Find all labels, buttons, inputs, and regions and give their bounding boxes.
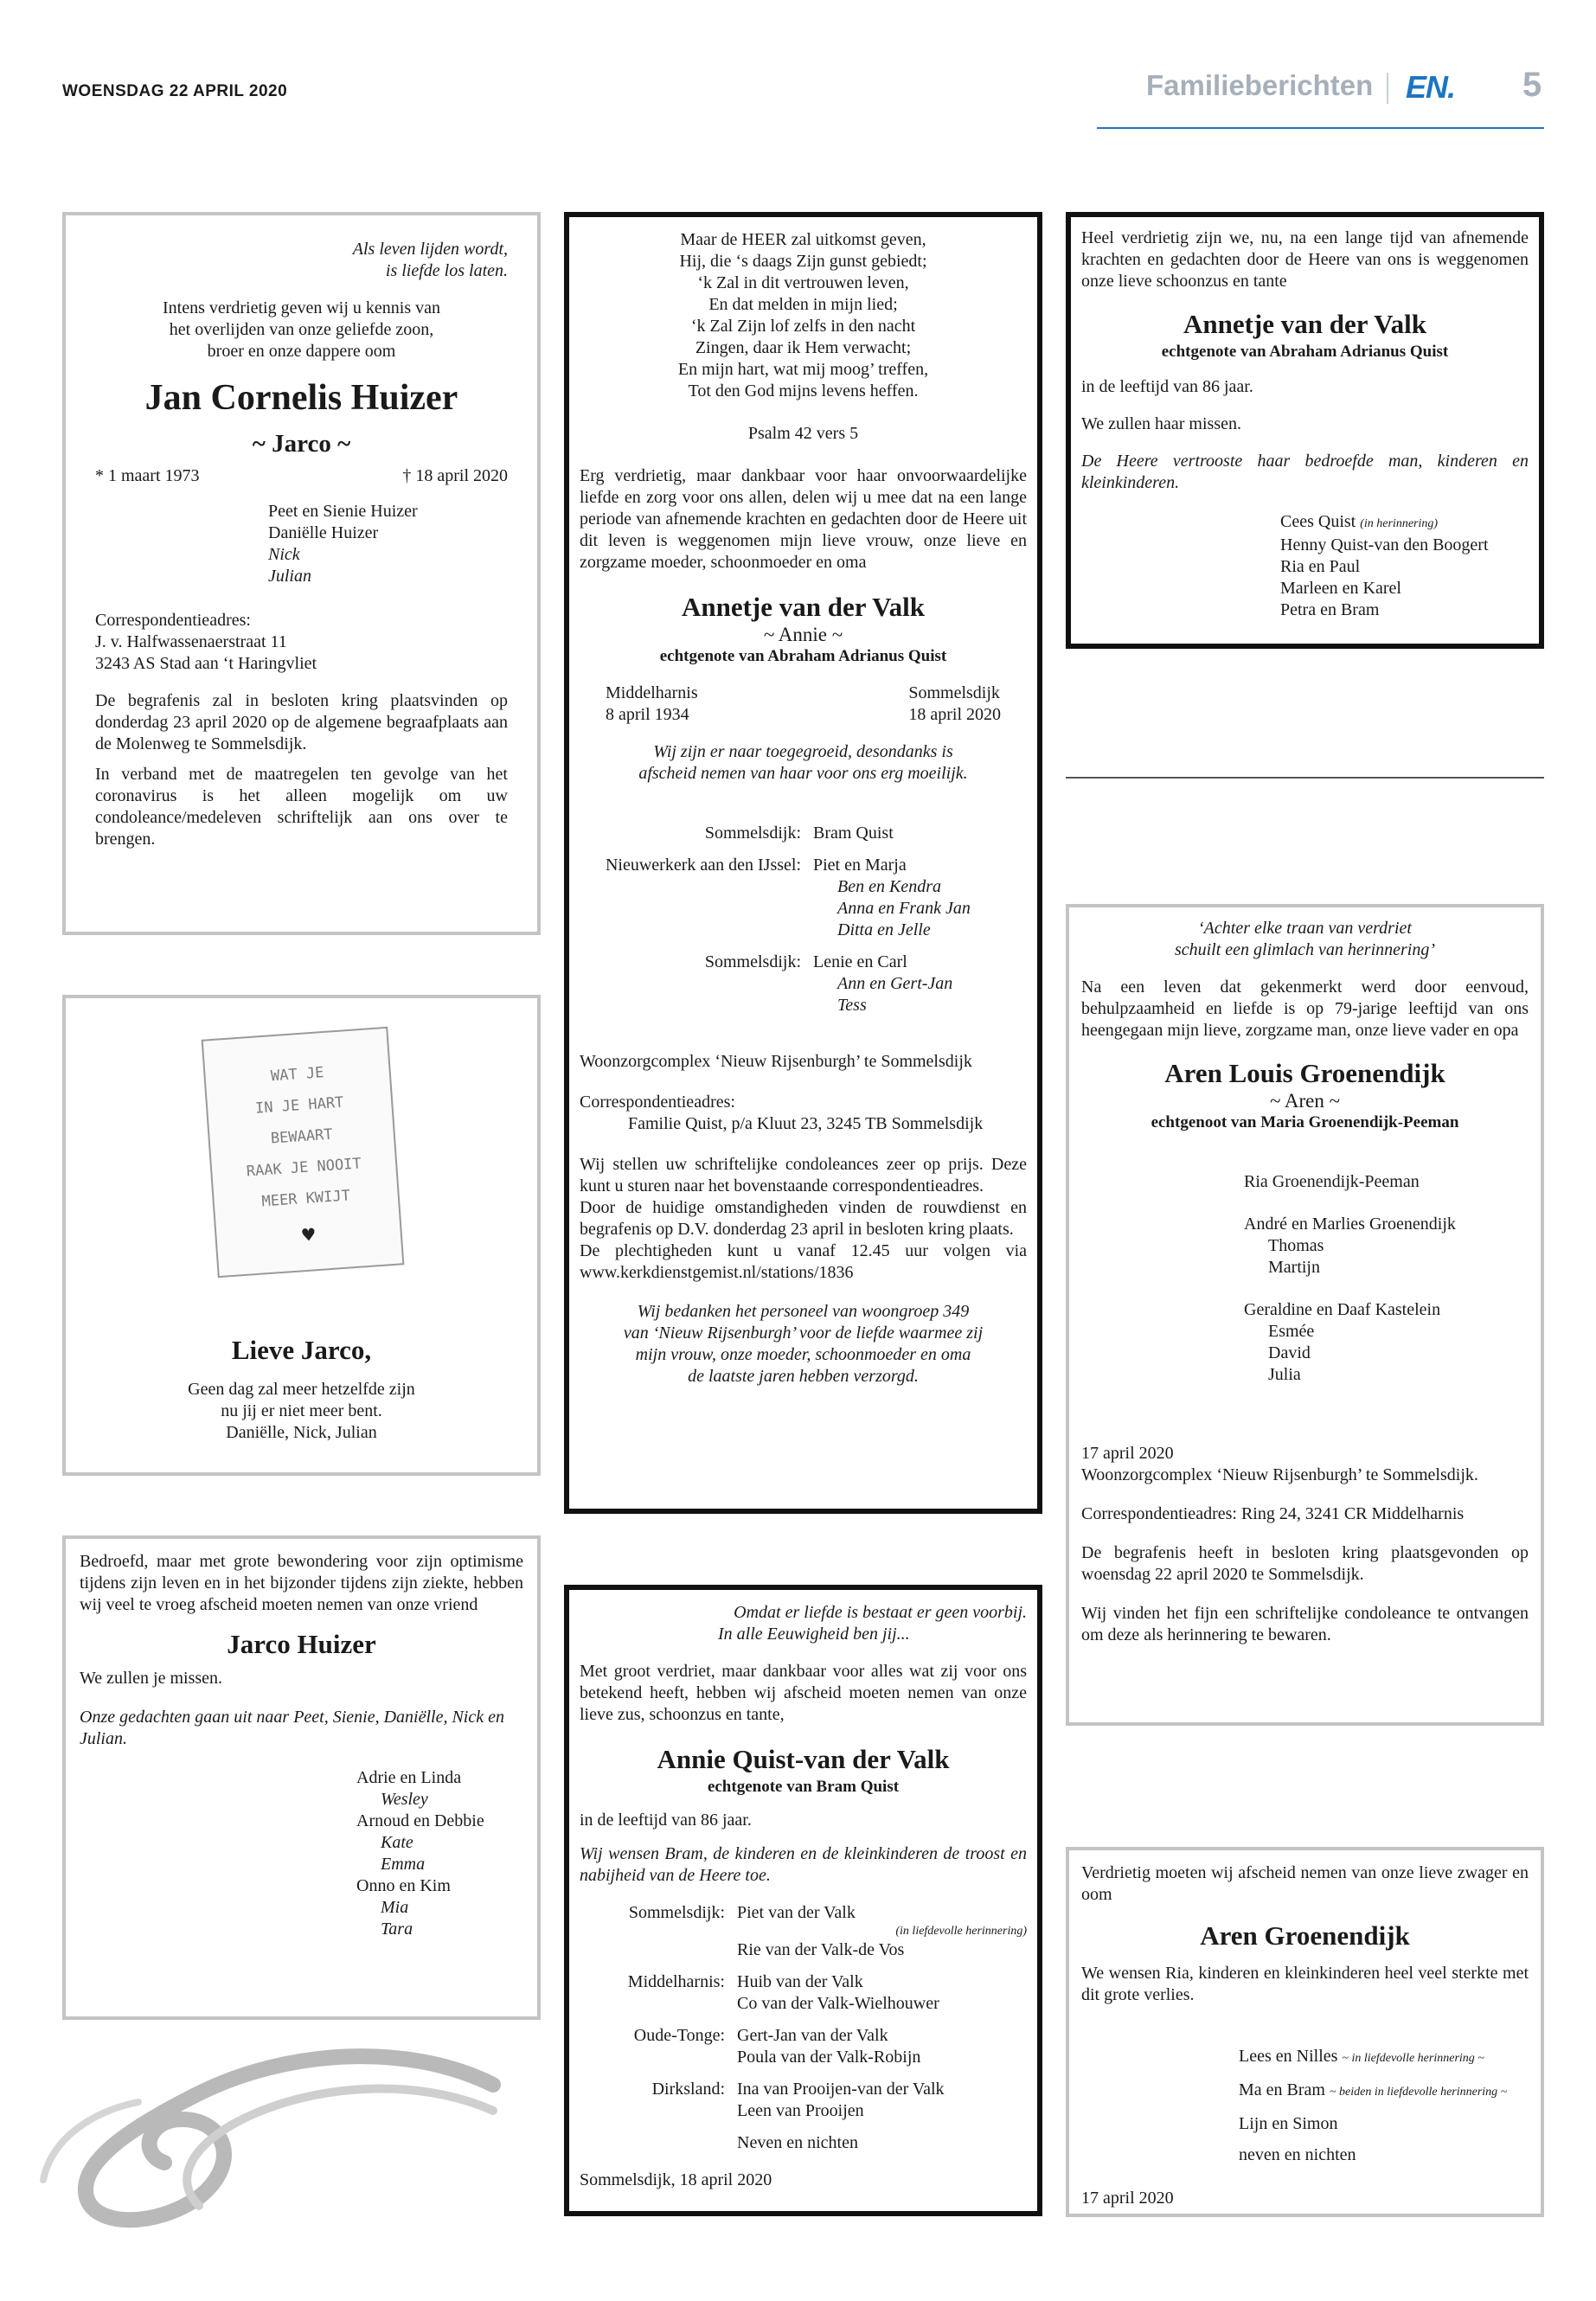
- spouse-line: echtgenote van Abraham Adrianus Quist: [659, 647, 947, 665]
- grandchild: Ann en Gert-Jan: [837, 974, 953, 993]
- family-line: Ria Groenendijk-Peeman: [1244, 1172, 1420, 1191]
- relative-name: Co van der Valk-Wielhouwer: [737, 1994, 939, 2013]
- signer-child: Kate: [381, 1833, 413, 1852]
- notice-lieve-jarco: [62, 995, 541, 1476]
- psalm-line: ‘k Zal Zijn lof zelfs in den nacht: [690, 317, 916, 336]
- signer: Cees Quist: [1280, 512, 1356, 531]
- relative-place: Nieuwerkerk aan den IJssel:: [605, 856, 801, 875]
- wish-line: We wensen Ria, kinderen en kleinkinderen heel veel sterkte met dit grote verlies.: [1081, 1964, 1529, 2004]
- memorial-note: ~ in liefdevolle herinnering ~: [1342, 2052, 1484, 2065]
- comfort-line: De Heere vertrooste haar bedroefde man, kinderen en kleinkinderen.: [1081, 452, 1529, 492]
- intro-text: Na een leven dat gekenmerkt werd door eenvoud, behulpzaamheid en liefde is op 79-jarige leeftijd van ons heengegaan mijn lieve, zorgzame man, onze lieve vader en opa: [1081, 977, 1529, 1040]
- birth-place: Middelharnis: [606, 683, 698, 702]
- signer: Lees en Nilles: [1239, 2047, 1338, 2066]
- family-line: Nick: [268, 545, 300, 564]
- family-line: Julian: [268, 567, 311, 586]
- relative-name: Piet van der Valk: [737, 1903, 856, 1922]
- motto-line: ‘Achter elke traan van verdriet: [1198, 919, 1412, 938]
- spouse-line: echtgenoot van Maria Groenendijk-Peeman: [1151, 1113, 1459, 1131]
- decorative-swirl-ornament: [26, 2033, 510, 2232]
- dateline: 17 april 2020: [1081, 2189, 1174, 2208]
- miss-line: We zullen haar missen.: [1081, 414, 1241, 433]
- thanks-line: mijn vrouw, onze moeder, schoonmoeder en oma: [635, 1345, 971, 1364]
- deceased-nickname: ~ Annie ~: [763, 624, 843, 645]
- deceased-name: Annie Quist-van der Valk: [657, 1744, 950, 1774]
- intro-line: broer en onze dappere oom: [207, 342, 396, 361]
- thanks-line: de laatste jaren hebben verzorgd.: [688, 1367, 919, 1386]
- notice-annetje-van-der-valk-in-laws: [1066, 212, 1544, 649]
- card-line: IN JE HART: [254, 1093, 344, 1118]
- death-date: † 18 april 2020: [402, 466, 508, 485]
- grandchild: Ditta en Jelle: [837, 920, 931, 939]
- signer: Marleen en Karel: [1280, 579, 1401, 598]
- thoughts-line: Onze gedachten gaan uit naar Peet, Sienie, Daniëlle, Nick en Julian.: [80, 1708, 504, 1748]
- column-divider: [1066, 777, 1544, 779]
- heart-icon: ♥: [301, 1222, 316, 1248]
- info-line: Wij stellen uw schriftelijke condoleances zeer op prijs. Deze kunt u sturen naar het bovenstaande correspondentieadres.: [580, 1155, 1027, 1195]
- family-line: Peet en Sienie Huizer: [268, 502, 418, 521]
- quote-line: afscheid nemen van haar voor ons erg moeilijk.: [638, 764, 968, 783]
- motto-line: Als leven lijden wordt,: [352, 240, 508, 259]
- greeting-line: nu jij er niet meer bent.: [221, 1401, 382, 1420]
- psalm-line: Maar de HEER zal uitkomst geven,: [680, 230, 926, 249]
- intro-line: het overlijden van onze geliefde zoon,: [169, 320, 434, 339]
- birth-date: 8 april 1934: [606, 705, 689, 724]
- grandchild: Ben en Kendra: [837, 877, 941, 896]
- notice-annetje-van-der-valk-family: [564, 212, 1042, 1514]
- psalm-line: Hij, die ‘s daags Zijn gunst gebiedt;: [679, 252, 927, 271]
- relative-place: Dirksland:: [651, 2080, 725, 2099]
- deceased-name: Aren Groenendijk: [1200, 1920, 1410, 1951]
- relative-place: Middelharnis:: [627, 1972, 725, 1991]
- header-rule: [1097, 127, 1544, 129]
- signer: Ria en Paul: [1280, 557, 1361, 576]
- miss-line: We zullen je missen.: [80, 1669, 223, 1688]
- signer: Adrie en Linda: [356, 1768, 462, 1787]
- relative-place: Sommelsdijk:: [628, 1903, 725, 1922]
- card-line: WAT JE: [270, 1064, 325, 1086]
- deceased-name: Annetje van der Valk: [1183, 309, 1427, 339]
- psalm-line: En mijn hart, wat mij moog’ treffen,: [677, 360, 929, 379]
- psalm-line: ‘k Zal in dit vertrouwen leven,: [697, 273, 909, 292]
- psalm-line: Tot den God mijns levens heffen.: [688, 381, 919, 401]
- family-line: André en Marlies Groenendijk: [1244, 1215, 1456, 1234]
- header-separator: [1387, 73, 1388, 104]
- deceased-nickname: ~ Jarco ~: [252, 430, 351, 458]
- spouse-line: echtgenote van Abraham Adrianus Quist: [1161, 343, 1449, 361]
- death-place: Sommelsdijk: [908, 683, 1000, 702]
- intro-text: Erg verdrietig, maar dankbaar voor haar onvoorwaardelijke liefde en zorg voor ons allen, delen wij u mee dat na een lange periode van afnemende krachten en gedachten door de Heere uit dit leven is weggenomen mijn lieve vrouw, onze lieve en zorgzame moeder, schoonmoeder en oma: [580, 466, 1027, 572]
- greeting-line: Daniëlle, Nick, Julian: [226, 1423, 377, 1442]
- address-line: Correspondentieadres:: [95, 611, 251, 630]
- grandchild: Esmée: [1268, 1322, 1315, 1341]
- memorial-card: [202, 1027, 405, 1278]
- signer: Lijn en Simon: [1239, 2114, 1338, 2133]
- memorial-note: (in liefdevolle herinnering): [895, 1925, 1027, 1938]
- funeral-info: De begrafenis heeft in besloten kring plaatsgevonden op woensdag 22 april 2020 te Sommelsdijk.: [1081, 1543, 1529, 1584]
- signer: Ma en Bram: [1239, 2080, 1325, 2099]
- thanks-line: Wij bedanken het personeel van woongroep 349: [637, 1302, 970, 1321]
- age-line: in de leeftijd van 86 jaar.: [580, 1811, 752, 1830]
- birth-date: * 1 maart 1973: [95, 466, 200, 485]
- info-line: De plechtigheden kunt u vanaf 12.45 uur volgen via www.kerkdienstgemist.nl/stations/1836: [580, 1241, 1027, 1282]
- relative-name: Poula van der Valk-Robijn: [737, 2048, 921, 2067]
- address-line: J. v. Halfwassenaerstraat 11: [95, 632, 287, 651]
- intro-text: Met groot verdriet, maar dankbaar voor alles wat zij voor ons betekend heeft, hebben wij afscheid moeten nemen van onze lieve zus, schoonzus en tante,: [580, 1662, 1027, 1724]
- grandchild: Julia: [1268, 1365, 1301, 1384]
- deceased-nickname: ~ Aren ~: [1269, 1090, 1341, 1112]
- memorial-note: (in herinnering): [1360, 517, 1439, 530]
- death-date: 17 april 2020: [1081, 1444, 1174, 1463]
- signer-child: Wesley: [381, 1790, 428, 1809]
- motto-line: In alle Eeuwigheid ben jij...: [718, 1625, 910, 1644]
- intro-text: Heel verdrietig zijn we, nu, na een lange tijd van afnemende krachten en gedachten door de Heere van ons is weggenomen onze lieve schoonzus en tante: [1081, 228, 1529, 291]
- motto-line: Omdat er liefde is bestaat er geen voorbij.: [734, 1603, 1027, 1622]
- grandchild: Tess: [837, 996, 867, 1015]
- relative-name: Piet en Marja: [813, 856, 907, 875]
- card-line: RAAK JE NOOIT: [246, 1155, 362, 1181]
- grandchild: Anna en Frank Jan: [837, 899, 971, 918]
- quote-line: Wij zijn er naar toegegroeid, desondanks is: [653, 742, 953, 761]
- psalm-line: Zingen, daar ik Hem verwacht;: [695, 338, 912, 357]
- funeral-info: De begrafenis zal in besloten kring plaatsvinden op donderdag 23 april 2020 op de algemene begraafplaats aan de Molenweg te Sommelsdijk.: [95, 691, 508, 753]
- signer: Onno en Kim: [356, 1876, 451, 1895]
- section-title: Familieberichten: [1146, 69, 1374, 101]
- notice-jarco-huizer: [62, 1535, 541, 2020]
- info-line: Door de huidige omstandigheden vinden de rouwdienst en begrafenis op D.V. donderdag 23 april in besloten kring plaats.: [580, 1198, 1027, 1239]
- memorial-note: ~ beiden in liefdevolle herinnering ~: [1329, 2086, 1508, 2099]
- address-line: Correspondentieadres: Ring 24, 3241 CR Middelharnis: [1081, 1504, 1465, 1523]
- greeting-line: Geen dag zal meer hetzelfde zijn: [188, 1380, 415, 1399]
- wish-line: Wij wensen Bram, de kinderen en de kleinkinderen de troost en nabijheid van de Heere toe.: [580, 1844, 1027, 1885]
- signer: Arnoud en Debbie: [356, 1811, 484, 1830]
- relative-name: Neven en nichten: [737, 2133, 858, 2152]
- condolence-info: Wij vinden het fijn een schriftelijke condoleance te ontvangen om deze als herinnering te bewaren.: [1081, 1604, 1529, 1644]
- thanks-line: van ‘Nieuw Rijsenburgh’ voor de liefde waarmee zij: [623, 1324, 984, 1343]
- relative-name: Huib van der Valk: [737, 1972, 863, 1991]
- motto-line: schuilt een glimlach van herinnering’: [1174, 940, 1436, 959]
- grandchild: David: [1268, 1343, 1311, 1362]
- card-line: BEWAART: [270, 1125, 334, 1148]
- intro-text: Verdrietig moeten wij afscheid nemen van onze lieve zwager en oom: [1081, 1863, 1529, 1904]
- relative-name: Bram Quist: [813, 824, 894, 843]
- signer: Henny Quist-van den Boogert: [1280, 535, 1489, 554]
- header-date: WOENSDAG 22 APRIL 2020: [62, 82, 288, 100]
- notice-aren-groenendijk: [1066, 1847, 1544, 2217]
- page-number: 5: [1522, 66, 1542, 104]
- psalm-reference: Psalm 42 vers 5: [747, 424, 859, 443]
- signer: neven en nichten: [1239, 2145, 1356, 2164]
- relative-place: Oude-Tonge:: [633, 2026, 725, 2045]
- motto-line: is liefde los laten.: [385, 261, 508, 280]
- signer-child: Emma: [381, 1855, 426, 1874]
- card-line: MEER KWIJT: [261, 1187, 351, 1211]
- notice-aren-louis-groenendijk: [1066, 904, 1544, 1726]
- intro-text: Bedroefd, maar met grote bewondering voor zijn optimisme tijdens zijn leven en in het bijzonder tijdens zijn ziekte, hebben wij veel te vroeg afscheid moeten nemen van onze vriend: [80, 1552, 523, 1614]
- location-line: Woonzorgcomplex ‘Nieuw Rijsenburgh’ te Sommelsdijk: [580, 1052, 972, 1071]
- family-line: Geraldine en Daaf Kastelein: [1244, 1300, 1441, 1319]
- relative-name: Lenie en Carl: [813, 952, 907, 971]
- en-logo: EN.: [1406, 69, 1456, 105]
- address-line: Familie Quist, p/a Kluut 23, 3245 TB Sommelsdijk: [628, 1114, 984, 1133]
- age-line: in de leeftijd van 86 jaar.: [1081, 377, 1253, 396]
- psalm-line: En dat melden in mijn lied;: [708, 295, 898, 314]
- signer: Petra en Bram: [1280, 600, 1380, 619]
- grandchild: Martijn: [1268, 1258, 1320, 1277]
- family-line: Daniëlle Huizer: [268, 523, 379, 542]
- dateline: Sommelsdijk, 18 april 2020: [580, 2170, 772, 2189]
- corona-info: In verband met de maatregelen ten gevolge van het coronavirus is het alleen mogelijk om uw condoleance/medeleven schriftelijk aan ons over te brengen.: [95, 765, 508, 849]
- deceased-name: Annetje van der Valk: [681, 592, 926, 622]
- notice-annie-quist-van-der-valk: [564, 1585, 1042, 2216]
- relative-name: Leen van Prooijen: [737, 2101, 864, 2120]
- signer-child: Mia: [381, 1898, 409, 1917]
- address-line: 3243 AS Stad aan ‘t Haringvliet: [95, 654, 317, 673]
- intro-line: Intens verdrietig geven wij u kennis van: [162, 298, 441, 317]
- relative-name: Gert-Jan van der Valk: [737, 2026, 888, 2045]
- address-label: Correspondentieadres:: [580, 1093, 735, 1112]
- notice-jan-cornelis-huizer: [62, 212, 541, 935]
- greeting-title: Lieve Jarco,: [231, 1335, 372, 1365]
- grandchild: Thomas: [1268, 1236, 1324, 1255]
- death-date: 18 april 2020: [908, 705, 1001, 724]
- deceased-name: Jan Cornelis Huizer: [144, 378, 458, 418]
- deceased-name: Aren Louis Groenendijk: [1164, 1058, 1445, 1088]
- location-line: Woonzorgcomplex ‘Nieuw Rijsenburgh’ te Sommelsdijk.: [1081, 1465, 1478, 1484]
- relative-place: Sommelsdijk:: [704, 952, 801, 971]
- relative-name: Ina van Prooijen-van der Valk: [737, 2080, 945, 2099]
- relative-place: Sommelsdijk:: [704, 824, 801, 843]
- spouse-line: echtgenote van Bram Quist: [707, 1778, 900, 1796]
- relative-name: Rie van der Valk-de Vos: [737, 1940, 905, 1959]
- signer-child: Tara: [381, 1920, 413, 1939]
- friend-name: Jarco Huizer: [227, 1629, 376, 1659]
